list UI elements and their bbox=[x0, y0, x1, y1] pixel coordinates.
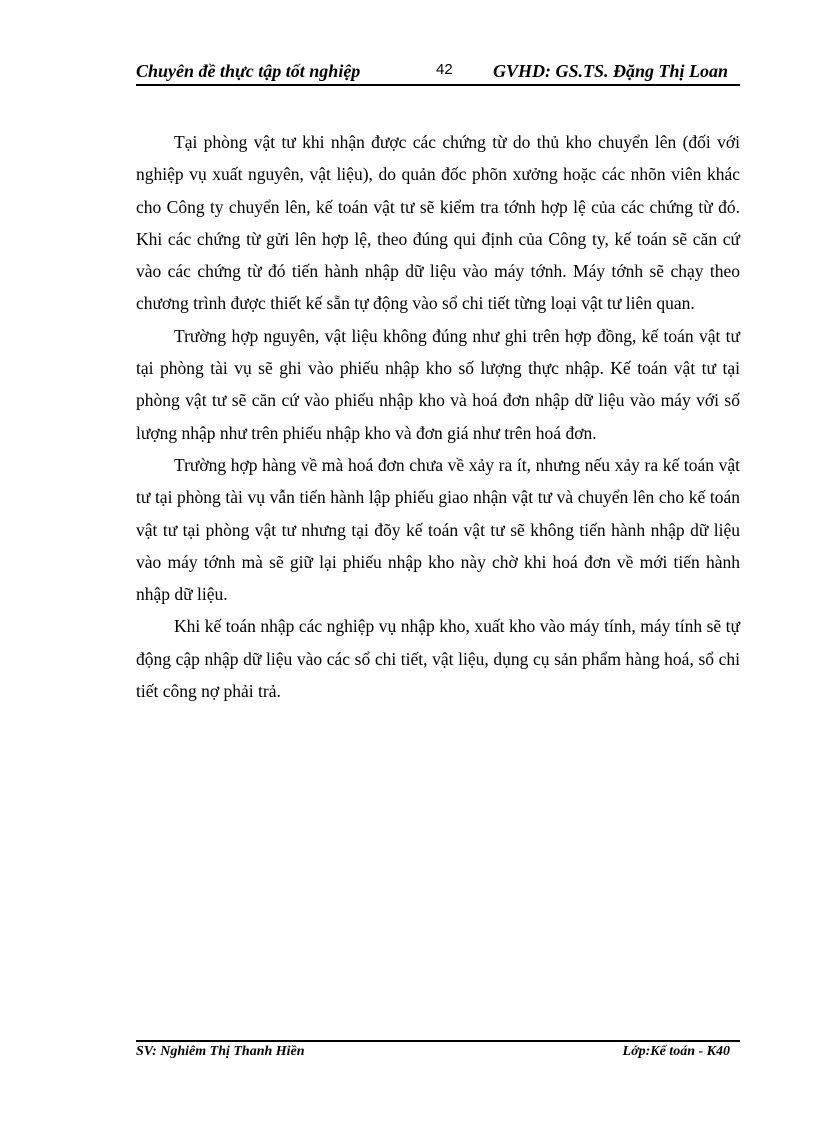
supervisor-name: GVHD: GS.TS. Đặng Thị Loan bbox=[492, 61, 728, 81]
paragraph-4: Khi kế toán nhập các nghiệp vụ nhập kho, xuất kho vào máy tính, máy tính sẽ tự động cập nhập dữ liệu vào các sổ chi tiết, vật liệu, dụng cụ sản phẩm hàng hoá, sổ chi tiết công nợ phải trả. bbox=[136, 616, 740, 702]
header-divider bbox=[136, 84, 740, 86]
body-text bbox=[136, 126, 740, 707]
paragraph-2: Trường hợp nguyên, vật liệu không đúng như ghi trên hợp đồng, kế toán vật tư tại phòng tài vụ sẽ ghi vào phiếu nhập kho số lượng thực nhập. Kế toán vật tư tại phòng vật tư sẽ căn cứ vào phiếu nhập kho và hoá đơn nhập dữ liệu vào máy với số lượng nhập như trên phiếu nhập kho và đơn giá như trên hoá đơn. bbox=[136, 325, 740, 443]
page-number: 42 bbox=[436, 61, 453, 78]
student-name: SV: Nghiêm Thị Thanh Hiền bbox=[136, 1044, 305, 1059]
paragraph-3: Trường hợp hàng về mà hoá đơn chưa về xảy ra ít, nhưng nếu xảy ra kế toán vật tư tại phòng tài vụ vẫn tiến hành lập phiếu giao nhận vật tư và chuyển lên cho kế toán vật tư tại phòng vật tư nhưng tại đõy kế toán vật tư sẽ không tiến hành nhập dữ liệu vào máy tớnh mà sẽ giữ lại phiếu nhập kho này chờ khi hoá đơn về mới tiến hành nhập dữ liệu. bbox=[136, 454, 740, 605]
paragraph-1: Tại phòng vật tư khi nhận được các chứng từ do thủ kho chuyển lên (đối với nghiệp vụ xuất nguyên, vật liệu), do quản đốc phõn xưởng hoặc các nhõn viên khác cho Công ty chuyển lên, kế toán vật tư sẽ kiểm tra tớnh hợp lệ của các chứng từ đó. Khi các chứng từ gửi lên hợp lệ, theo đúng qui định của Công ty, kế toán sẽ căn cứ vào các chứng từ đó tiến hành nhập dữ liệu vào máy tớnh. Máy tớnh sẽ chạy theo chương trình được thiết kế sẵn tự động vào sổ chi tiết từng loại vật tư liên quan. bbox=[136, 132, 740, 314]
class-name: Lớp:Kế toán - K40 bbox=[622, 1044, 730, 1059]
page-header bbox=[136, 58, 740, 84]
footer-divider bbox=[136, 1040, 740, 1042]
document-title: Chuyên đề thực tập tốt nghiệp bbox=[136, 61, 361, 81]
